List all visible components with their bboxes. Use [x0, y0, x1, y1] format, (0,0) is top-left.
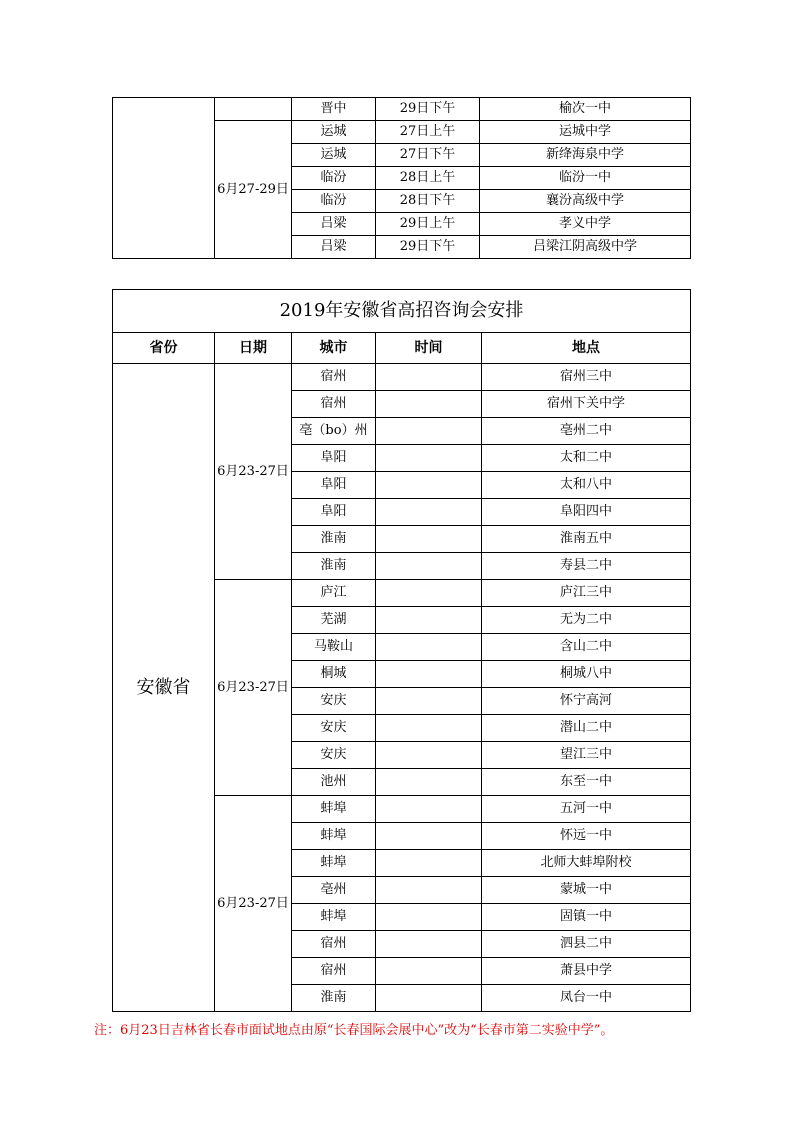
time-cell	[376, 553, 482, 580]
time-cell	[376, 634, 482, 661]
time-cell	[376, 580, 482, 607]
time-cell	[376, 364, 482, 391]
location-cell: 含山二中	[482, 634, 691, 661]
city-cell: 阜阳	[292, 445, 376, 472]
city-cell: 庐江	[292, 580, 376, 607]
city-cell: 吕梁	[292, 213, 376, 236]
shanxi-schedule-table-continued	[112, 97, 691, 259]
location-cell: 怀宁高河	[482, 688, 691, 715]
city-cell: 运城	[292, 144, 376, 167]
location-cell: 运城中学	[480, 121, 691, 144]
city-cell: 安庆	[292, 742, 376, 769]
city-cell: 安庆	[292, 688, 376, 715]
time-cell	[376, 931, 482, 958]
city-cell: 运城	[292, 121, 376, 144]
footnote: 注：6月23日吉林省长春市面试地点由原“长春国际会展中心”改为“长春市第二实验中学”。	[94, 1023, 614, 1038]
date-cell-empty	[215, 98, 292, 121]
location-cell: 榆次一中	[480, 98, 691, 121]
table-title: 2019年安徽省高招咨询会安排	[113, 290, 691, 333]
location-cell: 庐江三中	[482, 580, 691, 607]
time-cell: 28日下午	[376, 190, 480, 213]
time-cell	[376, 769, 482, 796]
location-cell: 宿州下关中学	[482, 391, 691, 418]
location-cell: 太和八中	[482, 472, 691, 499]
location-cell: 东至一中	[482, 769, 691, 796]
header-city: 城市	[292, 333, 376, 364]
time-cell: 27日上午	[376, 121, 480, 144]
location-cell: 桐城八中	[482, 661, 691, 688]
anhui-schedule-table	[112, 289, 691, 1012]
city-cell: 淮南	[292, 553, 376, 580]
city-cell: 淮南	[292, 985, 376, 1012]
header-province: 省份	[113, 333, 215, 364]
header-time: 时间	[376, 333, 482, 364]
city-cell: 宿州	[292, 391, 376, 418]
location-cell: 望江三中	[482, 742, 691, 769]
time-cell: 27日下午	[376, 144, 480, 167]
city-cell: 芜湖	[292, 607, 376, 634]
city-cell: 亳州	[292, 877, 376, 904]
time-cell	[376, 877, 482, 904]
city-cell: 池州	[292, 769, 376, 796]
city-cell: 晋中	[292, 98, 376, 121]
table-row	[113, 364, 691, 391]
location-cell: 亳州二中	[482, 418, 691, 445]
city-cell: 桐城	[292, 661, 376, 688]
location-cell: 固镇一中	[482, 904, 691, 931]
city-cell: 临汾	[292, 190, 376, 213]
location-cell: 太和二中	[482, 445, 691, 472]
date-cell: 6月27-29日	[215, 121, 292, 259]
location-cell: 淮南五中	[482, 526, 691, 553]
time-cell	[376, 850, 482, 877]
time-cell: 29日下午	[376, 236, 480, 259]
time-cell	[376, 985, 482, 1012]
location-cell: 无为二中	[482, 607, 691, 634]
date-cell: 6月23-27日	[215, 796, 292, 1012]
city-cell: 临汾	[292, 167, 376, 190]
location-cell: 潜山二中	[482, 715, 691, 742]
time-cell	[376, 742, 482, 769]
location-cell: 怀远一中	[482, 823, 691, 850]
location-cell: 孝义中学	[480, 213, 691, 236]
location-cell: 泗县二中	[482, 931, 691, 958]
city-cell: 蚌埠	[292, 850, 376, 877]
table-row	[113, 98, 691, 121]
time-cell	[376, 418, 482, 445]
city-cell: 淮南	[292, 526, 376, 553]
time-cell: 28日上午	[376, 167, 480, 190]
location-cell: 萧县中学	[482, 958, 691, 985]
city-cell: 马鞍山	[292, 634, 376, 661]
city-cell: 阜阳	[292, 499, 376, 526]
location-cell: 襄汾高级中学	[480, 190, 691, 213]
time-cell	[376, 796, 482, 823]
city-cell: 宿州	[292, 958, 376, 985]
city-cell: 蚌埠	[292, 823, 376, 850]
location-cell: 五河一中	[482, 796, 691, 823]
location-cell: 蒙城一中	[482, 877, 691, 904]
time-cell	[376, 607, 482, 634]
city-cell: 宿州	[292, 931, 376, 958]
time-cell	[376, 715, 482, 742]
time-cell	[376, 904, 482, 931]
time-cell	[376, 445, 482, 472]
location-cell: 临汾一中	[480, 167, 691, 190]
time-cell	[376, 499, 482, 526]
time-cell	[376, 823, 482, 850]
province-cell-empty	[113, 98, 215, 259]
location-cell: 寿县二中	[482, 553, 691, 580]
date-cell: 6月23-27日	[215, 364, 292, 580]
time-cell	[376, 661, 482, 688]
time-cell	[376, 472, 482, 499]
location-cell: 吕梁江阴高级中学	[480, 236, 691, 259]
location-cell: 阜阳四中	[482, 499, 691, 526]
time-cell: 29日上午	[376, 213, 480, 236]
location-cell: 宿州三中	[482, 364, 691, 391]
city-cell: 吕梁	[292, 236, 376, 259]
city-cell: 蚌埠	[292, 796, 376, 823]
city-cell: 亳（bo）州	[292, 418, 376, 445]
time-cell	[376, 391, 482, 418]
location-cell: 新绛海泉中学	[480, 144, 691, 167]
time-cell	[376, 526, 482, 553]
location-cell: 凤台一中	[482, 985, 691, 1012]
header-date: 日期	[215, 333, 292, 364]
time-cell	[376, 688, 482, 715]
date-cell: 6月23-27日	[215, 580, 292, 796]
time-cell: 29日下午	[376, 98, 480, 121]
location-cell: 北师大蚌埠附校	[482, 850, 691, 877]
city-cell: 安庆	[292, 715, 376, 742]
city-cell: 蚌埠	[292, 904, 376, 931]
province-cell: 安徽省	[113, 364, 215, 1012]
city-cell: 宿州	[292, 364, 376, 391]
header-location: 地点	[482, 333, 691, 364]
time-cell	[376, 958, 482, 985]
city-cell: 阜阳	[292, 472, 376, 499]
